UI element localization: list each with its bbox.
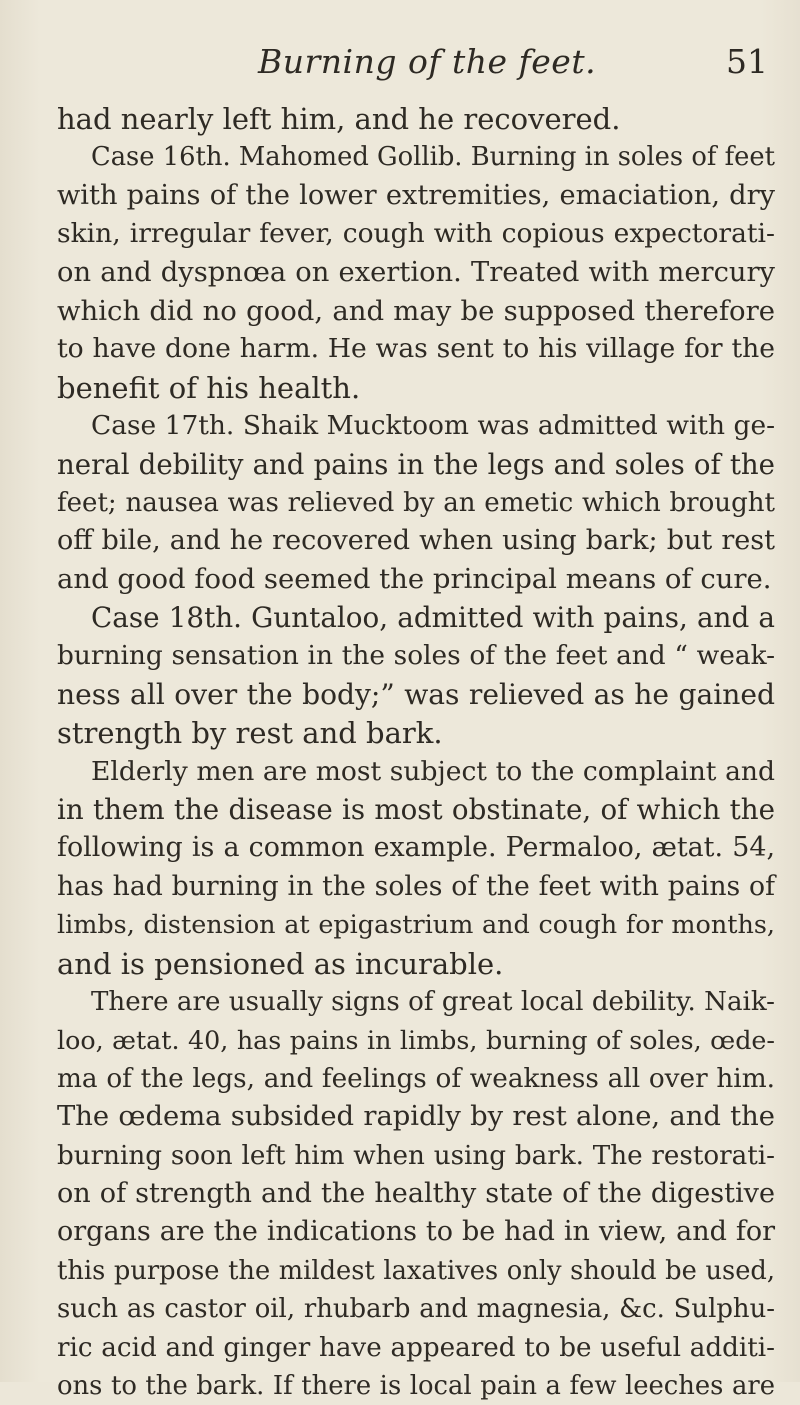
text-line: Case 17th. Shaik Mucktoom was admitted with ge- [91,410,775,442]
text-line: to have done harm. He was sent to his village for the [57,333,775,365]
text-line: ma of the legs, and feelings of weakness all over him. [57,1063,775,1094]
text-line: and is pensioned as incurable. [57,946,504,981]
text-line: ric acid and ginger have appeared to be useful additi- [57,1332,775,1363]
text-line: Case 18th. Guntaloo, admitted with pains, and a [91,601,775,635]
text-line: organs are the indications to be had in view, and for [57,1216,775,1248]
text-line: feet; nausea was relieved by an emetic which brought [57,487,775,518]
text-line: this purpose the mildest laxatives only should be used, [57,1255,775,1286]
text-line: has had burning in the soles of the feet with pains of [57,870,775,902]
text-line: and good food seemed the principal means of cure. [57,563,772,595]
text-line: loo, ætat. 40, has pains in limbs, burning of soles, œde- [57,1025,775,1056]
text-line: on of strength and the healthy state of the digestive [57,1177,775,1209]
text-line: Elderly men are most subject to the complaint and [91,755,775,787]
running-title: Burning of the feet. [258,42,597,81]
text-line: burning sensation in the soles of the feet and “ weak- [57,641,775,672]
text-line: following is a common example. Permaloo, ætat. 54, [57,832,775,864]
text-line: limbs, distension at epigastrium and cough for months, [57,910,775,941]
text-line: had nearly left him, and he recovered. [57,102,621,136]
text-line: There are usually signs of great local debility. Naik- [91,986,775,1017]
text-line: ons to the bark. If there is local pain a few leeches are [57,1370,775,1401]
text-line: in them the disease is most obstinate, of which the [57,793,775,827]
text-line: burning soon left him when using bark. The restorati- [57,1140,775,1171]
text-line: on and dyspnœa on exertion. Treated with mercury [57,256,775,288]
text-line: which did no good, and may be supposed therefore [57,294,775,327]
text-line: benefit of his health. [57,370,361,405]
text-line: ness all over the body;” was relieved as he gained [57,677,775,711]
text-line: neral debility and pains in the legs and soles of the [57,447,775,481]
text-line: such as castor oil, rhubarb and magnesia, &c. Sulphu- [57,1294,775,1325]
text-line: Case 16th. Mahomed Gollib. Burning in soles of feet [91,142,775,173]
text-line: with pains of the lower extremities, emaciation, dry [57,179,775,211]
text-line: skin, irregular fever, cough with copious expectorati- [57,218,775,250]
page-number: 51 [726,42,768,81]
body-text [57,100,775,1405]
page-header [0,42,800,82]
text-line: off bile, and he recovered when using bark; but rest [57,525,775,557]
text-line: The œdema subsided rapidly by rest alone, and the [57,1101,775,1133]
text-line: strength by rest and bark. [57,716,443,751]
